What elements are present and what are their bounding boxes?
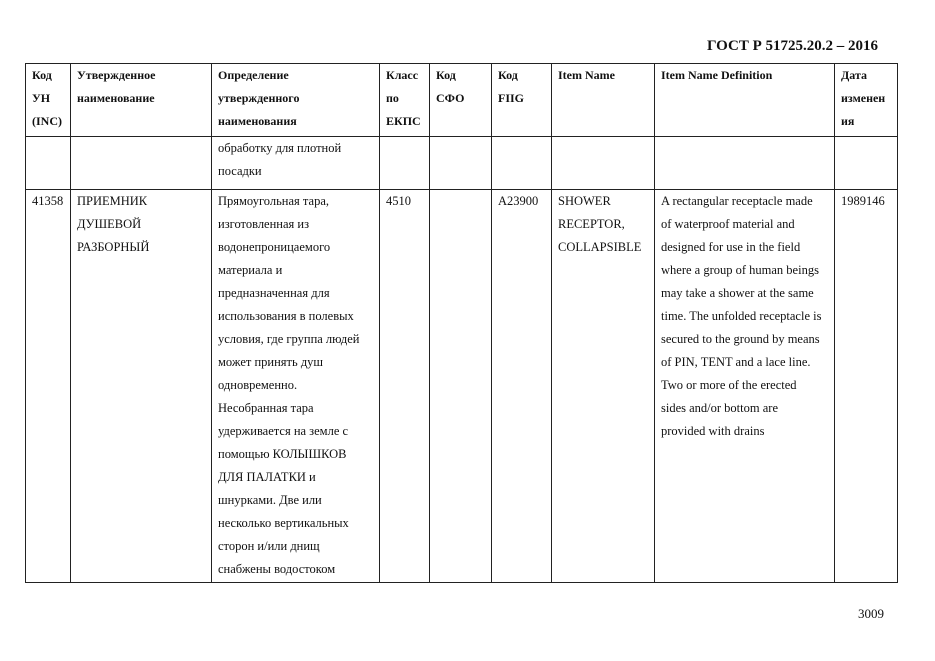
header-label-line: Утвержденное: [77, 68, 156, 82]
header-label-line: Определение: [218, 68, 289, 82]
cell-name-definition: [212, 190, 380, 583]
inc-value: 41358: [32, 194, 64, 208]
header-label-line: УН: [32, 91, 51, 105]
cell-text-line: помощью КОЛЫШКОВ: [218, 447, 347, 461]
cell-approved-name: [71, 190, 212, 583]
catalog-table: [25, 63, 898, 583]
header-label-line: Код: [436, 68, 456, 82]
cell-text-line: SHOWER: [558, 194, 611, 208]
cell-empty: [71, 137, 212, 190]
cell-item-name: [552, 190, 655, 583]
header-label-line: СФО: [436, 91, 465, 105]
cell-text-line: сторон и/или днищ: [218, 539, 320, 553]
cell-text-line: удерживается на земле с: [218, 424, 349, 438]
header-label-line: ия: [841, 114, 855, 128]
cell-fiig-code: [492, 190, 552, 583]
cell-text-line: Two or more of the erected: [661, 378, 797, 392]
cell-text-line: посадки: [218, 164, 262, 178]
header-label-line: Item Name Definition: [661, 68, 773, 82]
fiig-code-value: A23900: [498, 194, 539, 208]
cell-text-line: водонепроницаемого: [218, 240, 331, 254]
cell-text-line: ДЛЯ ПАЛАТКИ и: [218, 470, 316, 484]
header-label-line: Код: [32, 68, 52, 82]
cell-text-line: снабжены водостоком: [218, 562, 336, 576]
cell-text-line: одновременно.: [218, 378, 298, 392]
cell-text-line: A rectangular receptacle made: [661, 194, 813, 208]
cell-text-line: шнурками. Две или: [218, 493, 322, 507]
cell-text-line: COLLAPSIBLE: [558, 240, 642, 254]
header-label-line: FIIG: [498, 91, 525, 105]
header-approved-name: [71, 64, 212, 137]
header-fiig-code: [492, 64, 552, 137]
page-number: 3009: [858, 606, 884, 621]
cell-text-line: может принять душ: [218, 355, 324, 369]
cell-text-line: provided with drains: [661, 424, 765, 438]
cell-text-line: of PIN, TENT and a lace line.: [661, 355, 811, 369]
cell-text-line: несколько вертикальных: [218, 516, 349, 530]
header-change-date: [835, 64, 898, 137]
cell-text-line: may take a shower at the same: [661, 286, 814, 300]
cell-text-line: sides and/or bottom are: [661, 401, 778, 415]
cell-inc: [26, 190, 71, 583]
header-label-line: по: [386, 91, 399, 105]
cell-empty: [380, 137, 430, 190]
table-row-continued: [26, 137, 898, 190]
cell-sfo-code: [430, 190, 492, 583]
cell-text-line: Несобранная тара: [218, 401, 314, 415]
header-label-line: Item Name: [558, 68, 615, 82]
cell-text-line: РАЗБОРНЫЙ: [77, 240, 150, 254]
cell-text-line: secured to the ground by means: [661, 332, 820, 346]
header-item-name-definition: [655, 64, 835, 137]
standard-title: ГОСТ Р 51725.20.2 – 2016: [707, 38, 879, 54]
header-label-line: наименования: [218, 114, 297, 128]
cell-text-line: условия, где группа людей: [218, 332, 360, 346]
header-inc: [26, 64, 71, 137]
table-row: [26, 190, 898, 583]
header-label-line: наименование: [77, 91, 155, 105]
cell-text-line: предназначенная для: [218, 286, 330, 300]
cell-text-line: ДУШЕВОЙ: [77, 217, 142, 231]
cell-text-line: time. The unfolded receptacle is: [661, 309, 822, 323]
cell-text-line: ПРИЕМНИК: [77, 194, 148, 208]
cell-text-line: RECEPTOR,: [558, 217, 625, 231]
cell-empty: [552, 137, 655, 190]
header-label-line: Код: [498, 68, 518, 82]
cell-item-name-definition: [655, 190, 835, 583]
ekps-class-value: 4510: [386, 194, 411, 208]
cell-text-line: Прямоугольная тара,: [218, 194, 329, 208]
cell-empty: [655, 137, 835, 190]
cell-change-date: [835, 190, 898, 583]
cell-text-line: изготовленная из: [218, 217, 310, 231]
header-label-line: утвержденного: [218, 91, 300, 105]
cell-text-line: материала и: [218, 263, 283, 277]
cell-text-line: designed for use in the field: [661, 240, 801, 254]
cell-ekps-class: [380, 190, 430, 583]
header-label-line: Класс: [386, 68, 419, 82]
header-ekps-class: [380, 64, 430, 137]
cell-empty: [26, 137, 71, 190]
header-name-definition: [212, 64, 380, 137]
cell-definition-continued: [212, 137, 380, 190]
header-label-line: ЕКПС: [386, 114, 421, 128]
header-label-line: (INC): [32, 114, 62, 128]
cell-text-line: where a group of human beings: [661, 263, 819, 277]
cell-text-line: использования в полевых: [218, 309, 354, 323]
table-header-row: [26, 64, 898, 137]
header-sfo-code: [430, 64, 492, 137]
cell-empty: [835, 137, 898, 190]
cell-empty: [492, 137, 552, 190]
cell-empty: [430, 137, 492, 190]
header-label-line: Дата: [841, 68, 867, 82]
cell-text-line: of waterproof material and: [661, 217, 795, 231]
header-label-line: изменен: [841, 91, 886, 105]
cell-text-line: обработку для плотной: [218, 141, 342, 155]
header-item-name: [552, 64, 655, 137]
change-date-value: 1989146: [841, 194, 885, 208]
